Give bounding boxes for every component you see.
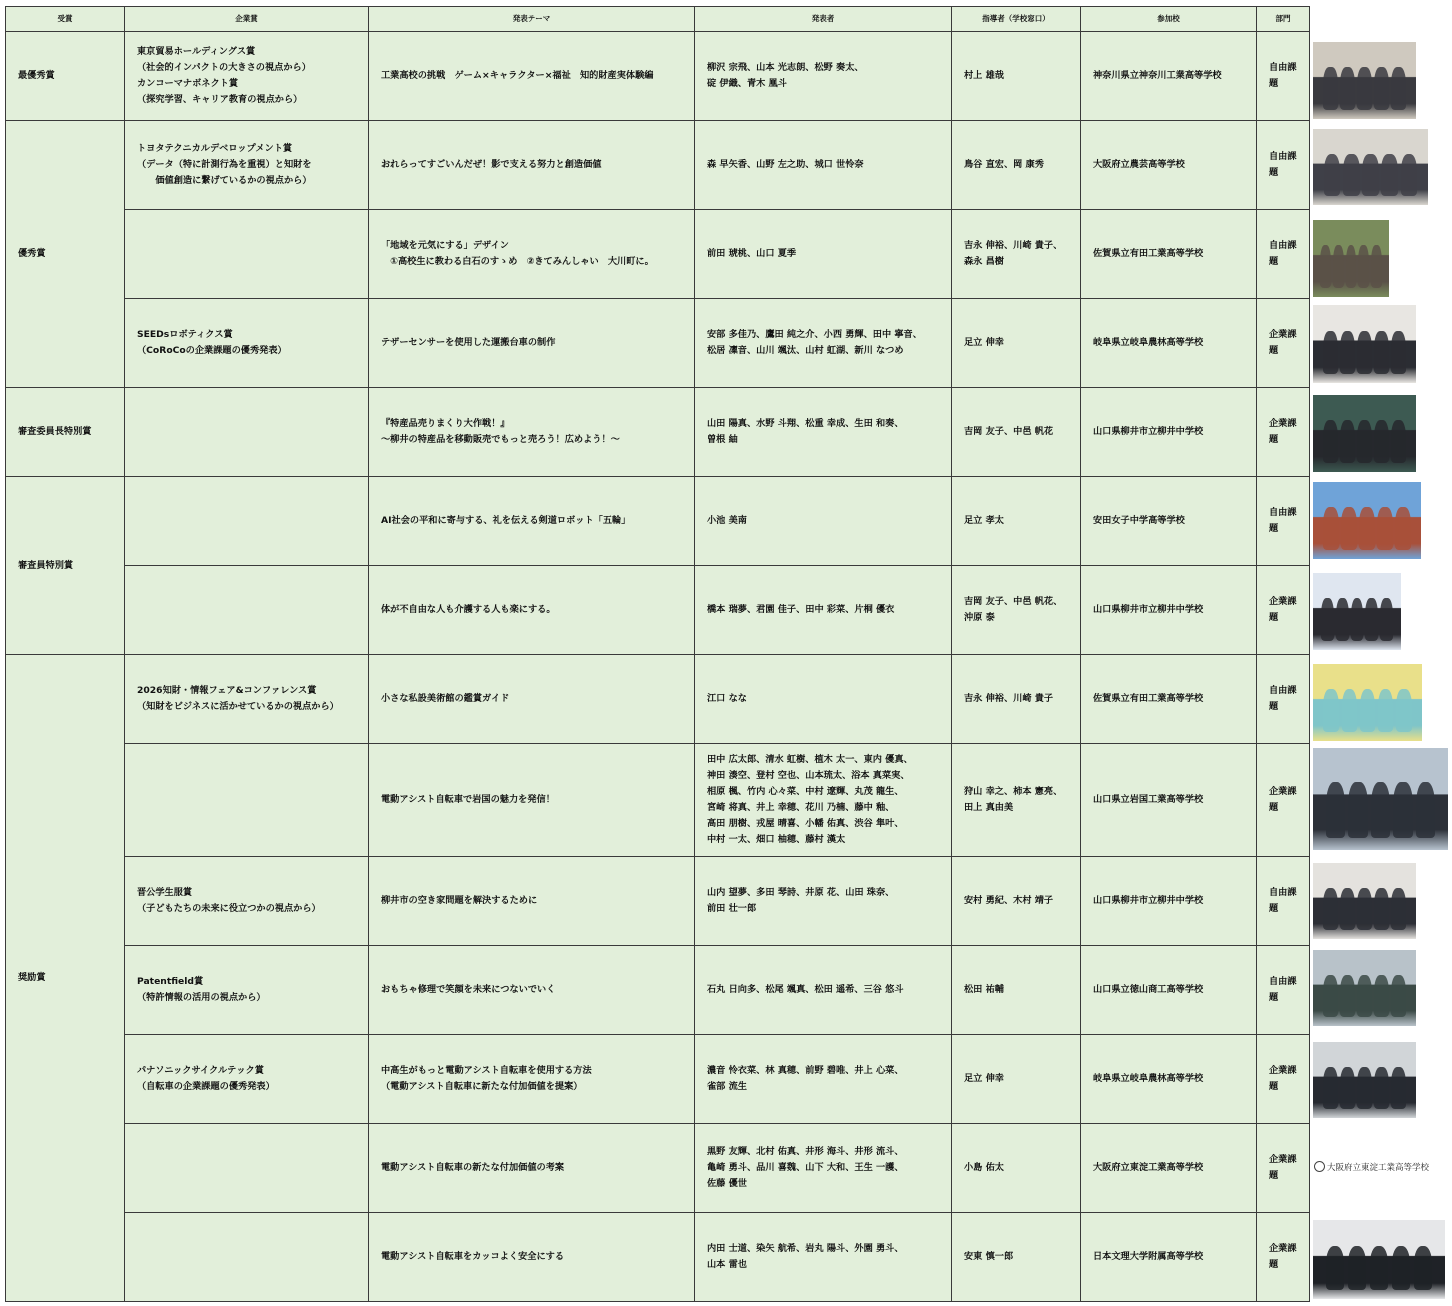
presenters-cell-line: 石丸 日向多、松尾 颯真、松田 遥希、三谷 悠斗 xyxy=(707,984,904,995)
corporate-award-cell xyxy=(125,744,369,857)
category-cell: 自由課題 xyxy=(1257,121,1310,210)
person-figure xyxy=(1324,154,1340,196)
presenters-cell-line: 黒野 友輝、北村 佑真、井形 海斗、井形 流斗、 xyxy=(707,1146,904,1157)
category-cell: 自由課題 xyxy=(1257,857,1310,946)
person-figure xyxy=(1416,782,1435,838)
col-header-category: 部門 xyxy=(1257,7,1310,32)
theme-cell-line: おれらってすごいんだぜ！影で支える努力と創造価値 xyxy=(381,159,602,170)
presenters-cell-line: 前田 壮一郎 xyxy=(707,903,757,914)
presenters-cell-line: 森 早矢香、山野 左之助、城口 世怜奈 xyxy=(707,159,864,170)
advisor-cell-line: 安村 勇紀、木村 靖子 xyxy=(964,895,1054,906)
advisor-cell xyxy=(952,477,1081,566)
person-figure xyxy=(1348,1246,1367,1289)
presenters-cell xyxy=(695,1035,952,1124)
person-figure xyxy=(1392,1246,1411,1289)
presenters-cell-line: 雀部 流生 xyxy=(707,1081,747,1092)
corporate-award-cell-line: パナソニックサイクルテック賞 xyxy=(137,1065,264,1076)
person-figure xyxy=(1391,1067,1406,1109)
table-row xyxy=(6,32,1310,121)
advisor-cell-line: 足立 孝太 xyxy=(964,515,1004,526)
advisor-cell xyxy=(952,299,1081,388)
award-level-cell: 最優秀賞 xyxy=(6,32,125,121)
corporate-award-cell xyxy=(125,210,369,299)
school-cell: 山口県立徳山商工高等学校 xyxy=(1081,946,1257,1035)
theme-cell-line: ～柳井の特産品を移動販売でもっと売ろう！広めよう！～ xyxy=(381,434,620,445)
person-figure xyxy=(1374,975,1389,1017)
photo-column xyxy=(1310,0,1452,1306)
theme-cell-line: 工業高校の挑戦 ゲーム×キャラクター×福祉 知的財産実体験編 xyxy=(381,70,654,81)
category-cell: 自由課題 xyxy=(1257,655,1310,744)
school-cell: 佐賀県立有田工業高等学校 xyxy=(1081,655,1257,744)
corporate-award-cell-line: （データ（特に計測行為を重視）と知財を xyxy=(137,159,312,170)
award-photo xyxy=(1313,748,1448,850)
award-photo xyxy=(1313,395,1416,472)
presenters-cell-line: 小池 美南 xyxy=(707,515,747,526)
table-row xyxy=(6,121,1310,210)
advisor-cell-line: 吉永 伸裕、川崎 貴子、 xyxy=(964,240,1063,251)
presenters-cell-line: 山田 陽真、水野 斗翔、松重 幸成、生田 和奏、 xyxy=(707,418,904,429)
award-level-cell: 審査員特別賞 xyxy=(6,477,125,655)
advisor-cell-line: 足立 伸幸 xyxy=(964,1073,1004,1084)
advisor-cell xyxy=(952,388,1081,477)
col-header-corporate-award: 企業賞 xyxy=(125,7,369,32)
theme-cell-line: AI社会の平和に寄与する、礼を伝える剣道ロボット「五輪」 xyxy=(381,515,631,526)
corporate-award-cell-line: 晋公学生服賞 xyxy=(137,887,193,898)
school-cell: 佐賀県立有田工業高等学校 xyxy=(1081,210,1257,299)
theme-cell-line: 『特産品売りまくり大作戦！』 xyxy=(381,418,510,429)
theme-cell xyxy=(369,946,695,1035)
category-cell: 企業課題 xyxy=(1257,1213,1310,1302)
presenters-cell-line: 佐藤 優世 xyxy=(707,1178,747,1189)
presenters-cell-line: 中村 一太、畑口 柚穂、藤村 漢太 xyxy=(707,834,846,845)
presenters-cell-line: 前田 琥桃、山口 夏季 xyxy=(707,248,797,259)
table-row xyxy=(6,946,1310,1035)
person-figure xyxy=(1391,67,1406,109)
theme-cell-line: 電動アシスト自転車の新たな付加価値の考案 xyxy=(381,1162,565,1173)
person-figure xyxy=(1357,331,1372,374)
advisor-cell-line: 足立 伸幸 xyxy=(964,337,1004,348)
theme-cell xyxy=(369,1035,695,1124)
school-cell: 岐阜県立岐阜農林高等学校 xyxy=(1081,299,1257,388)
award-photo xyxy=(1313,482,1421,559)
theme-cell-line: おもちゃ修理で笑顔を未来につないでいく xyxy=(381,984,556,995)
category-cell: 企業課題 xyxy=(1257,1124,1310,1213)
theme-cell xyxy=(369,857,695,946)
person-figure xyxy=(1374,888,1389,930)
advisor-cell xyxy=(952,857,1081,946)
award-level-cell: 奨励賞 xyxy=(6,655,125,1302)
person-figure xyxy=(1381,154,1397,196)
corporate-award-cell xyxy=(125,477,369,566)
person-figure xyxy=(1359,507,1374,549)
theme-cell-line: 小さな私設美術館の鑑賞ガイド xyxy=(381,693,510,704)
category-cell: 企業課題 xyxy=(1257,388,1310,477)
advisor-cell xyxy=(952,121,1081,210)
award-photo xyxy=(1313,664,1422,741)
award-photo xyxy=(1313,129,1428,205)
person-figure xyxy=(1358,245,1369,287)
corporate-award-cell-line: カンコーマナボネクト賞 xyxy=(137,78,239,89)
person-figure xyxy=(1343,154,1359,196)
corporate-award-cell-line: （特許情報の活用の視点から） xyxy=(137,992,266,1003)
presenters-cell-line: 亀崎 勇斗、品川 喜魏、山下 大和、王生 一護、 xyxy=(707,1162,904,1173)
person-figure xyxy=(1333,245,1344,287)
theme-cell xyxy=(369,566,695,655)
theme-cell xyxy=(369,32,695,121)
advisor-cell-line: 安東 慎一郎 xyxy=(964,1251,1014,1262)
advisor-cell xyxy=(952,1213,1081,1302)
person-figure xyxy=(1374,1067,1389,1109)
table-row xyxy=(6,857,1310,946)
category-cell: 自由課題 xyxy=(1257,946,1310,1035)
corporate-award-cell-line: （知財をビジネスに活かせているかの視点から） xyxy=(137,701,339,712)
presenters-cell-line: 江口 なな xyxy=(707,693,747,704)
person-figure xyxy=(1323,507,1338,549)
advisor-cell-line: 狩山 幸之、柿本 憲亮、 xyxy=(964,786,1063,797)
person-figure xyxy=(1395,507,1410,549)
table-row xyxy=(6,1213,1310,1302)
theme-cell xyxy=(369,655,695,744)
category-cell: 自由課題 xyxy=(1257,477,1310,566)
advisor-cell-line: 田上 真由美 xyxy=(964,802,1014,813)
person-figure xyxy=(1357,67,1372,109)
theme-cell-line: 柳井市の空き家問題を解決するために xyxy=(381,895,538,906)
advisor-cell xyxy=(952,1035,1081,1124)
theme-cell xyxy=(369,477,695,566)
person-figure xyxy=(1323,975,1338,1017)
person-figure xyxy=(1414,1246,1433,1289)
presenters-cell xyxy=(695,857,952,946)
presenters-cell xyxy=(695,946,952,1035)
corporate-award-cell-line: SEEDsロボティクス賞 xyxy=(137,329,233,340)
person-figure xyxy=(1391,975,1406,1017)
presenters-cell xyxy=(695,121,952,210)
person-figure xyxy=(1346,245,1357,287)
school-cell: 岐阜県立岐阜農林高等学校 xyxy=(1081,1035,1257,1124)
col-header-theme: 発表テーマ xyxy=(369,7,695,32)
theme-cell-line: 「地域を元気にする」デザイン xyxy=(381,240,509,251)
award-photo xyxy=(1313,220,1389,297)
award-photo xyxy=(1313,42,1416,119)
person-figure xyxy=(1323,888,1338,930)
corporate-award-cell xyxy=(125,32,369,121)
presenters-cell xyxy=(695,388,952,477)
person-figure xyxy=(1370,1246,1389,1289)
corporate-award-cell xyxy=(125,299,369,388)
presenters-cell-line: 安部 多佳乃、鷹田 純之介、小西 勇輝、田中 寧音、 xyxy=(707,329,922,340)
corporate-award-cell xyxy=(125,1213,369,1302)
presenters-cell-line: 相原 楓、竹内 心々菜、中村 遼輝、丸茂 龍生、 xyxy=(707,786,904,797)
presenters-cell xyxy=(695,32,952,121)
person-figure xyxy=(1378,689,1394,731)
advisor-cell xyxy=(952,655,1081,744)
presenters-cell xyxy=(695,299,952,388)
category-cell: 自由課題 xyxy=(1257,210,1310,299)
theme-cell xyxy=(369,1213,695,1302)
presenters-cell xyxy=(695,655,952,744)
advisor-cell xyxy=(952,1124,1081,1213)
person-figure xyxy=(1357,1067,1372,1109)
person-figure xyxy=(1365,598,1378,640)
person-figure xyxy=(1340,888,1355,930)
corporate-award-cell-line: トヨタテクニカルデベロップメント賞 xyxy=(137,143,293,154)
table-row xyxy=(6,744,1310,857)
award-photo xyxy=(1313,305,1416,383)
table-row xyxy=(6,1124,1310,1213)
school-cell: 大阪府立農芸高等学校 xyxy=(1081,121,1257,210)
person-figure xyxy=(1321,598,1334,640)
presenters-cell-line: 神田 湊空、登村 空也、山本琉太、浴本 真菜実、 xyxy=(707,770,910,781)
table-row xyxy=(6,388,1310,477)
corporate-award-cell-line: 東京貿易ホールディングス賞 xyxy=(137,46,256,57)
advisor-cell-line: 吉永 伸裕、川崎 貴子 xyxy=(964,693,1054,704)
person-figure xyxy=(1401,154,1417,196)
presenters-cell-line: 濃音 怜衣菜、林 真穂、前野 碧唯、井上 心菜、 xyxy=(707,1065,904,1076)
person-figure xyxy=(1340,975,1355,1017)
corporate-award-cell xyxy=(125,388,369,477)
advisor-cell-line: 小島 佑太 xyxy=(964,1162,1004,1173)
person-figure xyxy=(1374,67,1389,109)
school-cell: 山口県柳井市立柳井中学校 xyxy=(1081,566,1257,655)
presenters-cell xyxy=(695,1213,952,1302)
advisor-cell xyxy=(952,946,1081,1035)
school-emblem-icon xyxy=(1314,1161,1325,1172)
award-photo xyxy=(1313,863,1416,939)
advisor-cell-line: 鳥谷 直宏、岡 康秀 xyxy=(964,159,1044,170)
person-figure xyxy=(1342,689,1358,731)
presenters-cell-line: 柳沢 宗飛、山本 光志朗、松野 奏太、 xyxy=(707,62,864,73)
advisor-cell xyxy=(952,210,1081,299)
school-cell: 山口県立岩国工業高等学校 xyxy=(1081,744,1257,857)
corporate-award-cell-line: （CoRoCoの企業課題の優秀発表） xyxy=(137,345,287,356)
person-figure xyxy=(1323,420,1338,462)
category-cell: 自由課題 xyxy=(1257,32,1310,121)
presenters-cell-line: 高田 朋樹、戎屋 晴喜、小幡 佑真、渋谷 隼叶、 xyxy=(707,818,904,829)
person-figure xyxy=(1360,689,1376,731)
theme-cell-line: 電動アシスト自転車をカッコよく安全にする xyxy=(381,1251,565,1262)
person-figure xyxy=(1371,245,1382,287)
presenters-cell xyxy=(695,566,952,655)
person-figure xyxy=(1391,420,1406,462)
advisor-cell-line: 森永 昌樹 xyxy=(964,256,1004,267)
person-figure xyxy=(1374,420,1389,462)
corporate-award-cell-line: （社会的インパクトの大きさの視点から） xyxy=(137,62,311,73)
corporate-award-cell-line: （探究学習、キャリア教育の視点から） xyxy=(137,94,303,105)
theme-cell-line: 電動アシスト自転車で岩国の魅力を発信！ xyxy=(381,794,555,805)
presenters-cell-line: 橋本 瑞夢、君園 佳子、田中 彩菜、片桐 優衣 xyxy=(707,604,895,615)
table-row xyxy=(6,566,1310,655)
theme-cell xyxy=(369,744,695,857)
person-figure xyxy=(1326,782,1345,838)
corporate-award-cell-line: （自転車の企業課題の優秀発表） xyxy=(137,1081,275,1092)
presenters-cell-line: 山本 雷也 xyxy=(707,1259,747,1270)
table-row xyxy=(6,655,1310,744)
award-photo xyxy=(1313,1042,1416,1118)
table-row xyxy=(6,1035,1310,1124)
award-photo xyxy=(1313,573,1401,650)
theme-cell-line: 中高生がもっと電動アシスト自転車を使用する方法 xyxy=(381,1065,592,1076)
advisor-cell-line: 村上 雄哉 xyxy=(964,70,1004,81)
corporate-award-cell xyxy=(125,857,369,946)
corporate-award-cell xyxy=(125,566,369,655)
person-figure xyxy=(1320,245,1331,287)
category-cell: 企業課題 xyxy=(1257,566,1310,655)
person-figure xyxy=(1391,331,1406,374)
corporate-award-cell xyxy=(125,121,369,210)
school-logo-text: 大阪府立東淀工業高等学校 xyxy=(1327,1163,1430,1173)
presenters-cell-line: 曽根 紬 xyxy=(707,434,738,445)
theme-cell xyxy=(369,121,695,210)
presenters-cell xyxy=(695,477,952,566)
table-row xyxy=(6,477,1310,566)
school-cell: 神奈川県立神奈川工業高等学校 xyxy=(1081,32,1257,121)
school-cell: 大阪府立東淀工業高等学校 xyxy=(1081,1124,1257,1213)
theme-cell-line: （電動アシスト自転車に新たな付加価値を提案） xyxy=(381,1081,583,1092)
person-figure xyxy=(1357,975,1372,1017)
category-cell: 企業課題 xyxy=(1257,1035,1310,1124)
person-figure xyxy=(1323,67,1338,109)
advisor-cell xyxy=(952,744,1081,857)
person-figure xyxy=(1374,331,1389,374)
table-row xyxy=(6,210,1310,299)
person-figure xyxy=(1340,67,1355,109)
header-row xyxy=(6,7,1310,32)
advisor-cell-line: 松田 祐輔 xyxy=(964,984,1004,995)
category-cell: 企業課題 xyxy=(1257,744,1310,857)
corporate-award-cell xyxy=(125,1124,369,1213)
person-figure xyxy=(1341,507,1356,549)
person-figure xyxy=(1362,154,1378,196)
corporate-award-cell xyxy=(125,946,369,1035)
person-figure xyxy=(1340,331,1355,374)
person-figure xyxy=(1348,782,1367,838)
award-photo xyxy=(1313,950,1416,1026)
presenters-cell xyxy=(695,744,952,857)
corporate-award-cell xyxy=(125,1035,369,1124)
school-cell: 安田女子中学高等学校 xyxy=(1081,477,1257,566)
category-cell: 企業課題 xyxy=(1257,299,1310,388)
col-header-presenters: 発表者 xyxy=(695,7,952,32)
corporate-award-cell xyxy=(125,655,369,744)
person-figure xyxy=(1393,782,1412,838)
col-header-advisor: 指導者（学校窓口） xyxy=(952,7,1081,32)
presenters-cell-line: 松居 凜音、山川 颯汰、山村 虹湖、新川 なつめ xyxy=(707,345,904,356)
school-cell: 日本文理大学附属高等学校 xyxy=(1081,1213,1257,1302)
table-row xyxy=(6,299,1310,388)
theme-cell xyxy=(369,1124,695,1213)
corporate-award-cell-line: Patentfield賞 xyxy=(137,976,204,987)
school-logo-caption xyxy=(1314,1161,1429,1173)
presenters-cell-line: 内田 士道、染矢 航希、岩丸 陽斗、外園 勇斗、 xyxy=(707,1243,904,1254)
person-figure xyxy=(1323,1067,1338,1109)
person-figure xyxy=(1371,782,1390,838)
advisor-cell-line: 沖原 泰 xyxy=(964,612,995,623)
advisor-cell xyxy=(952,566,1081,655)
presenters-cell-line: 山内 望夢、多田 琴詩、井原 花、山田 珠奈、 xyxy=(707,887,895,898)
presenters-cell-line: 宮崎 将真、井上 幸穂、花川 乃楠、藤中 釉、 xyxy=(707,802,895,813)
award-level-cell: 優秀賞 xyxy=(6,121,125,388)
theme-cell-line: ①高校生に教わる白石のすゝめ ②きてみんしゃい 大川町に。 xyxy=(381,256,654,267)
corporate-award-cell-line: 価値創造に繋げているかの視点から） xyxy=(137,175,312,186)
award-level-cell: 審査委員長特別賞 xyxy=(6,388,125,477)
col-header-award: 受賞 xyxy=(6,7,125,32)
award-photo xyxy=(1313,1220,1445,1299)
theme-cell xyxy=(369,210,695,299)
person-figure xyxy=(1380,598,1393,640)
person-figure xyxy=(1391,888,1406,930)
school-cell: 山口県柳井市立柳井中学校 xyxy=(1081,857,1257,946)
presenters-cell xyxy=(695,210,952,299)
col-header-school: 参加校 xyxy=(1081,7,1257,32)
advisor-cell-line: 吉岡 友子、中邑 帆花 xyxy=(964,426,1054,437)
school-cell: 山口県柳井市立柳井中学校 xyxy=(1081,388,1257,477)
person-figure xyxy=(1377,507,1392,549)
advisor-cell-line: 吉岡 友子、中邑 帆花、 xyxy=(964,596,1063,607)
person-figure xyxy=(1340,1067,1355,1109)
theme-cell-line: テザーセンサーを使用した運搬台車の制作 xyxy=(381,337,556,348)
person-figure xyxy=(1357,420,1372,462)
person-figure xyxy=(1323,331,1338,374)
person-figure xyxy=(1351,598,1364,640)
person-figure xyxy=(1326,1246,1345,1289)
person-figure xyxy=(1336,598,1349,640)
theme-cell xyxy=(369,388,695,477)
advisor-cell xyxy=(952,32,1081,121)
person-figure xyxy=(1357,888,1372,930)
person-figure xyxy=(1340,420,1355,462)
theme-cell-line: 体が不自由な人も介護する人も楽にする。 xyxy=(381,604,556,615)
presenters-cell-line: 田中 広太郎、清水 虹樹、植木 太一、東内 優真、 xyxy=(707,754,913,765)
theme-cell xyxy=(369,299,695,388)
presenters-cell-line: 碇 伊織、青木 凰斗 xyxy=(707,78,787,89)
awards-table xyxy=(5,6,1310,1302)
person-figure xyxy=(1396,689,1412,731)
corporate-award-cell-line: 2026知財・情報フェア&コンファレンス賞 xyxy=(137,685,317,696)
person-figure xyxy=(1323,689,1339,731)
presenters-cell xyxy=(695,1124,952,1213)
corporate-award-cell-line: （子どもたちの未来に役立つかの視点から） xyxy=(137,903,321,914)
